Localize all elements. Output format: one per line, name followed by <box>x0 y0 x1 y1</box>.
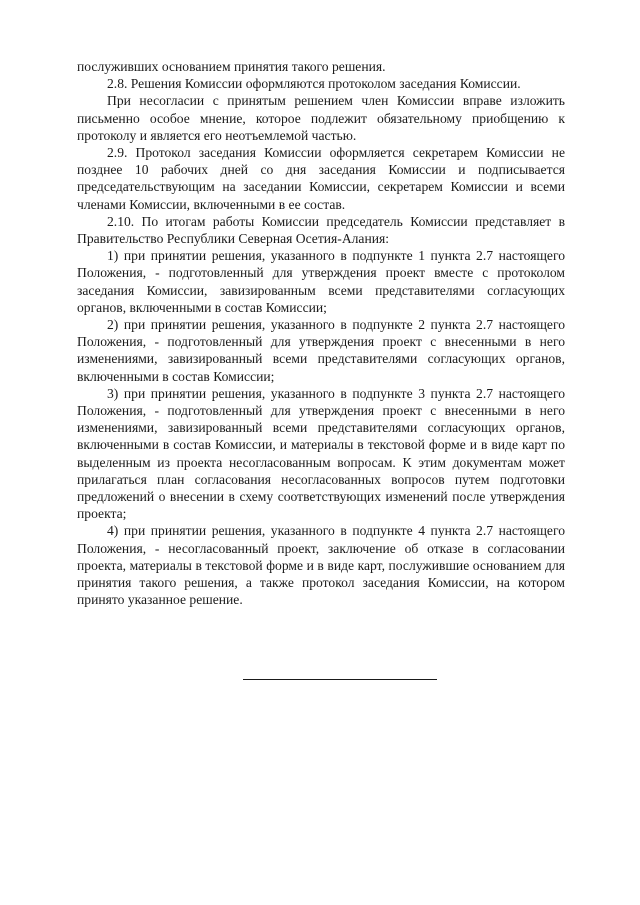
paragraph-2-9: 2.9. Протокол заседания Комиссии оформляется секретарем Комиссии не позднее 10 рабочих дней со дня заседания Комиссии и подписывается председательствующим на заседании Комиссии, секретарем Комиссии и всеми членами Комиссии, включенными в ее состав. <box>77 145 565 212</box>
list-item-4: 4) при принятии решения, указанного в подпункте 4 пункта 2.7 настоящего Положения, - несогласованный проект, заключение об отказе в согласовании проекта, материалы в текстовой форме и в виде карт, послужившие основанием для принятия такого решения, а также протокол заседания Комиссии, на котором принято указанное решение. <box>77 523 565 608</box>
list-item-3: 3) при принятии решения, указанного в подпункте 3 пункта 2.7 настоящего Положения, - подготовленный для утверждения проект с внесенными в него изменениями, завизированный всеми представителями согласующих органов, включенными в состав Комиссии, и материалы в текстовой форме и в виде карт по выделенным из проекта несогласованным вопросам. К этим документам может прилагаться план согласования несогласованных вопросов путем подготовки предложений о внесении в схему соответствующих изменений после утверждения проекта; <box>77 385 565 522</box>
paragraph-2-10: 2.10. По итогам работы Комиссии председатель Комиссии представляет в Правительство Республики Северная Осетия-Алания: <box>77 213 565 247</box>
paragraph-2-8: 2.8. Решения Комиссии оформляются протоколом заседания Комиссии. <box>107 76 521 92</box>
paragraph-continuation: послуживших основанием принятия такого решения. <box>77 59 386 74</box>
paragraph-dissent: При несогласии с принятым решением член Комиссии вправе изложить письменно особое мнение, которое подлежит обязательному приобщению к протоколу и является его неотъемлемой частью. <box>77 93 565 143</box>
document-body <box>77 58 565 609</box>
list-item-2: 2) при принятии решения, указанного в подпункте 2 пункта 2.7 настоящего Положения, - подготовленный для утверждения проект с внесенными в него изменениями, завизированный всеми представителями согласующих органов, включенными в состав Комиссии; <box>77 317 565 384</box>
end-separator-line <box>243 679 437 680</box>
list-item-1: 1) при принятии решения, указанного в подпункте 1 пункта 2.7 настоящего Положения, - подготовленный для утверждения проект вместе с протоколом заседания Комиссии, завизированным всеми представителями согласующих органов, включенными в состав Комиссии; <box>77 248 565 315</box>
